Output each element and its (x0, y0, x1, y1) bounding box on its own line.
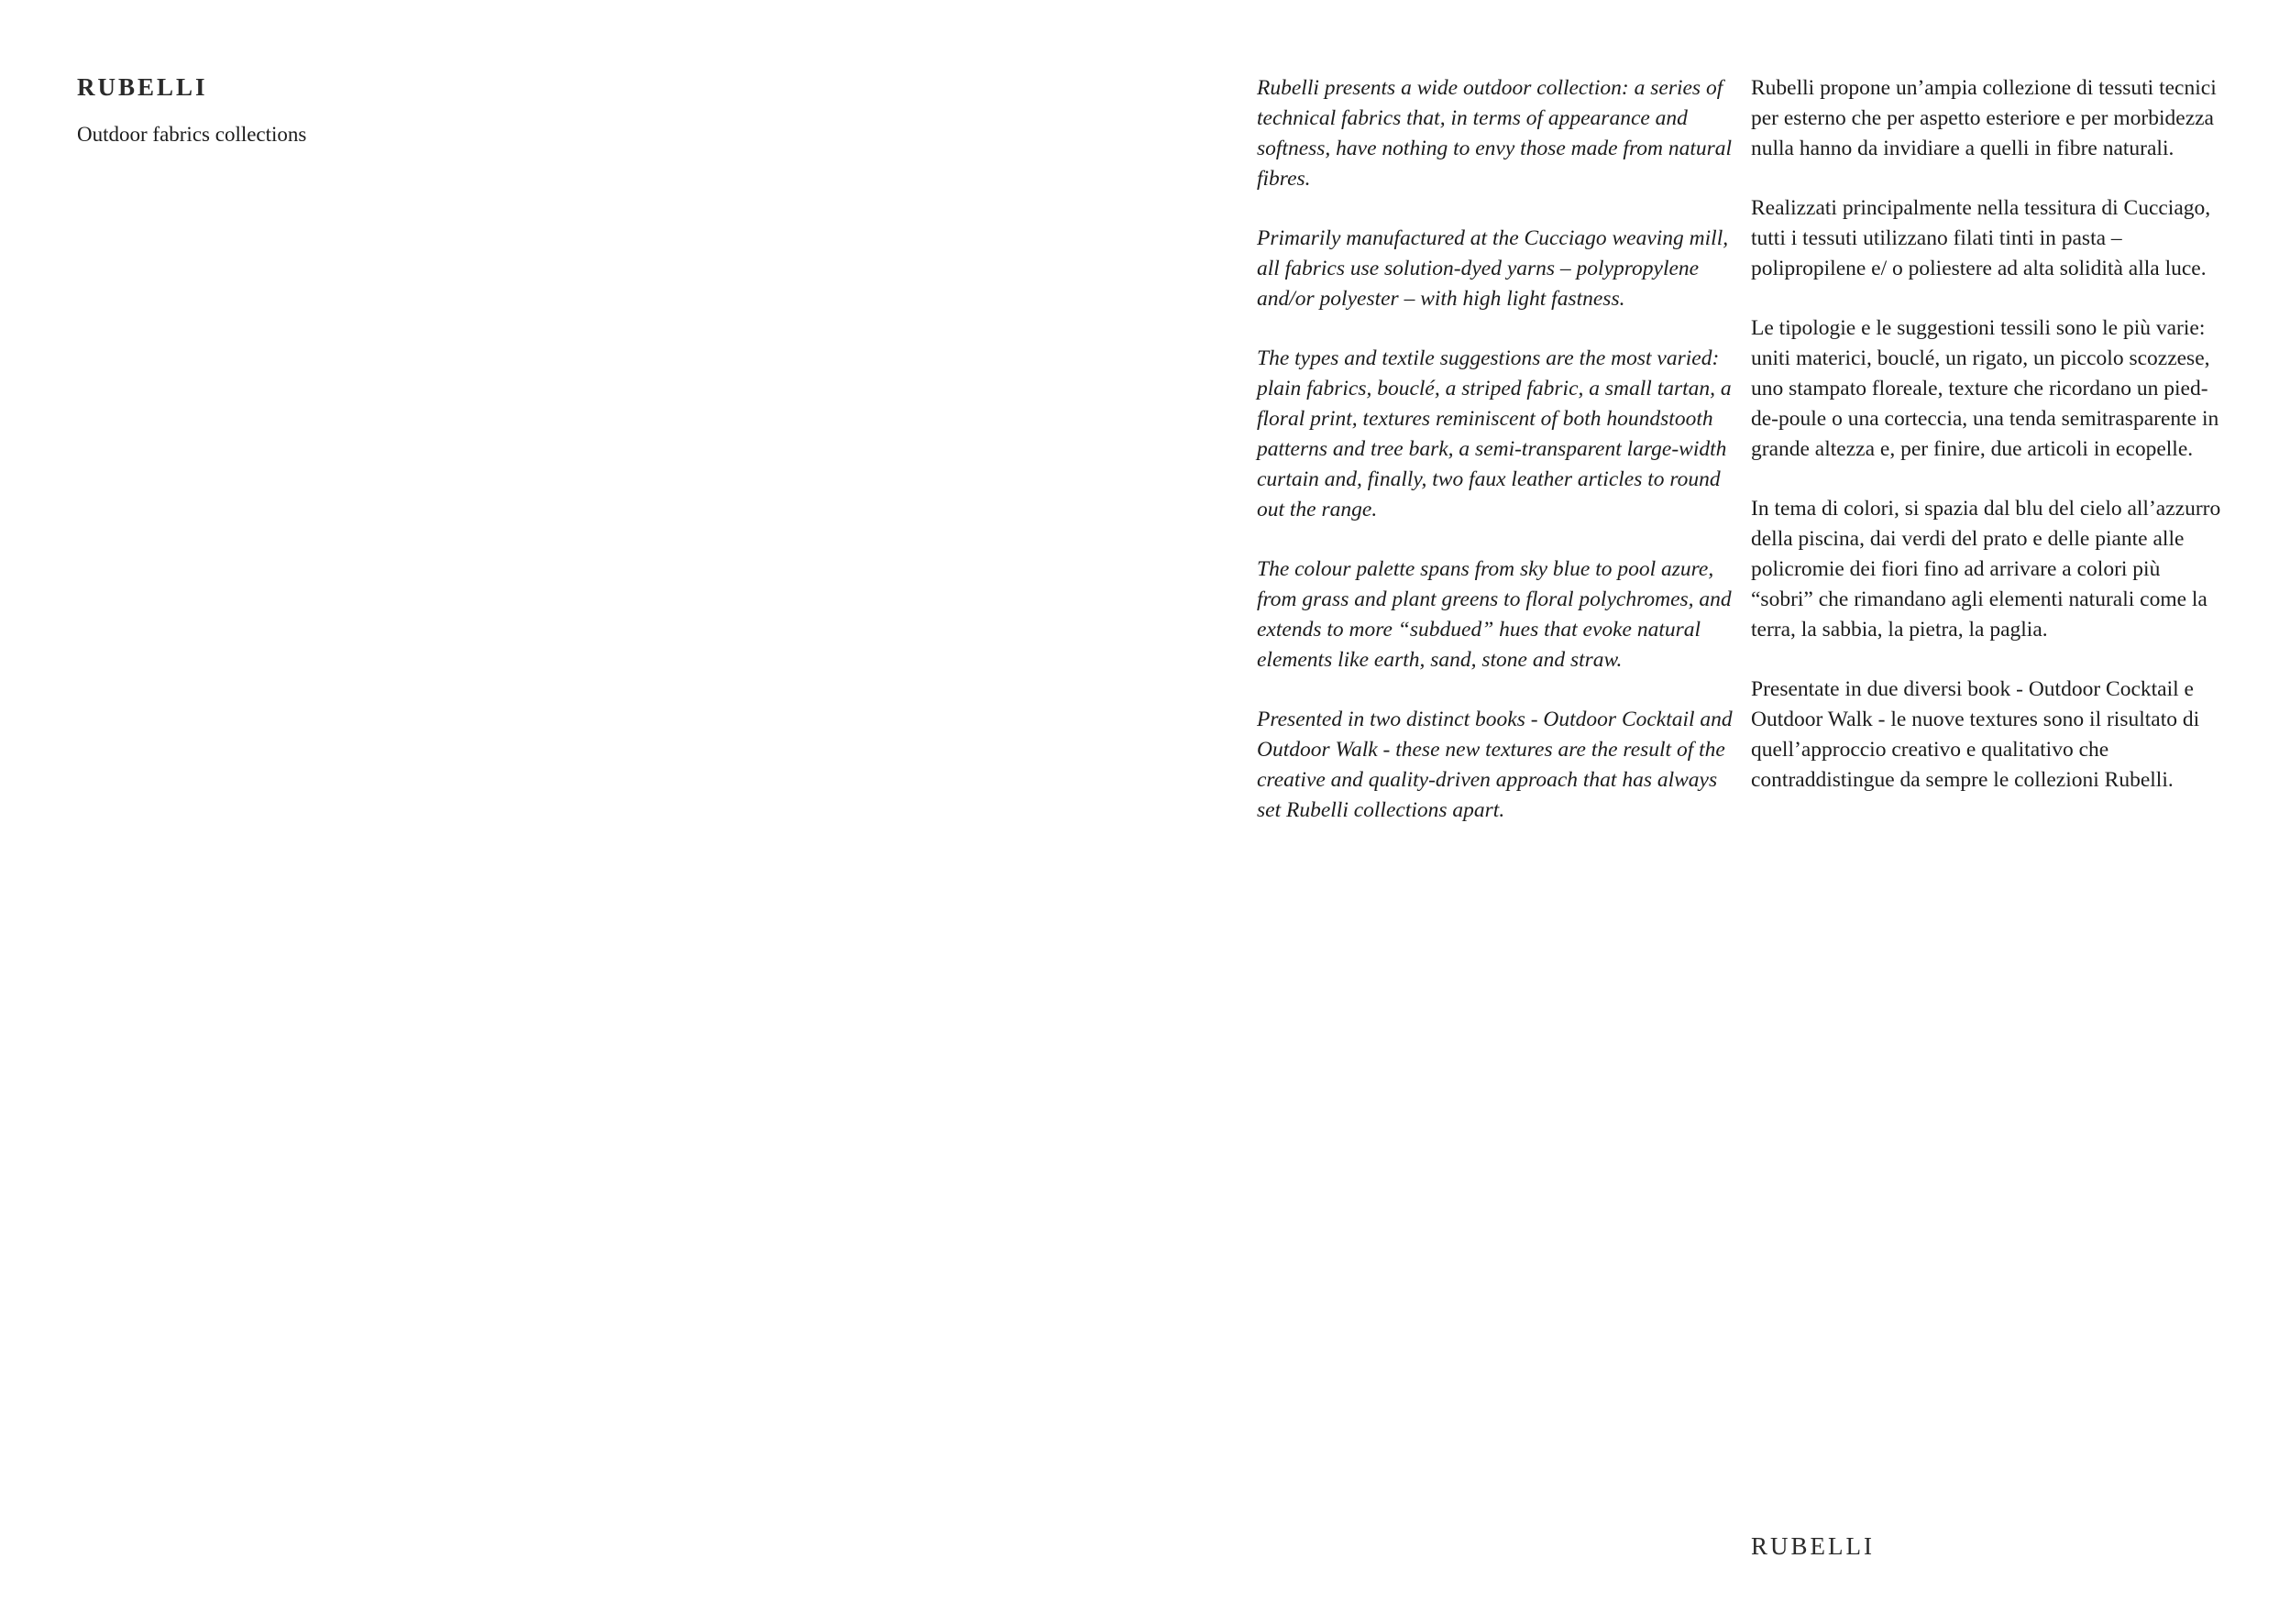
italian-paragraph: Realizzati principalmente nella tessitura di Cucciago, tutti i tessuti utilizzano filati tinti in pasta – polipropilene e/ o poliestere ad alta solidità alla luce. (1751, 196, 2211, 280)
footer-brand-logo: RUBELLI (1751, 1532, 1875, 1560)
english-text-column (1257, 73, 1734, 855)
page-subtitle: Outdoor fabrics collections (77, 123, 307, 146)
italian-text-column (1751, 73, 2228, 825)
english-paragraph: The types and textile suggestions are the most varied: plain fabrics, bouclé, a striped fabric, a small tartan, a floral print, textures reminiscent of both houndstooth patterns and tree bark, a semi-transparent large-width curtain and, finally, two faux leather articles to round out the range. (1257, 346, 1732, 521)
english-paragraph: The colour palette spans from sky blue to pool azure, from grass and plant greens to floral polychromes, and extends to more “subdued” hues that evoke natural elements like earth, sand, stone and straw. (1257, 557, 1732, 672)
english-paragraph: Presented in two distinct books - Outdoor Cocktail and Outdoor Walk - these new textures are the result of the creative and quality-driven approach that has always set Rubelli collections apart. (1257, 708, 1733, 822)
italian-paragraph: Rubelli propone un’ampia collezione di tessuti tecnici per esterno che per aspetto esteriore e per morbidezza nulla hanno da invidiare a quelli in fibre naturali. (1751, 76, 2217, 160)
italian-paragraph: In tema di colori, si spazia dal blu del cielo all’azzurro della piscina, dai verdi del prato e delle piante alle policromie dei fiori fino ad arrivare a colori più “sobri” che rimandano agli elementi naturali come la terra, la sabbia, la pietra, la paglia. (1751, 497, 2221, 642)
english-paragraph: Primarily manufactured at the Cucciago weaving mill, all fabrics use solution-dyed yarns – polypropylene and/or polyester – with high light fastness. (1257, 226, 1729, 311)
brand-logo: RUBELLI (77, 73, 208, 101)
italian-paragraph: Presentate in due diversi book - Outdoor Cocktail e Outdoor Walk - le nuove textures sono il risultato di quell’approccio creativo e qualitativo che contraddistingue da sempre le collezioni Rubelli. (1751, 677, 2200, 792)
italian-paragraph: Le tipologie e le suggestioni tessili sono le più varie: uniti materici, bouclé, un rigato, un piccolo scozzese, uno stampato floreale, texture che ricordano un pied-de-poule o una corteccia, una tenda semitrasparente in grande altezza e, per finire, due articoli in ecopelle. (1751, 316, 2219, 461)
english-paragraph: Rubelli presents a wide outdoor collection: a series of technical fabrics that, in terms of appearance and softness, have nothing to envy those made from natural fibres. (1257, 76, 1733, 191)
